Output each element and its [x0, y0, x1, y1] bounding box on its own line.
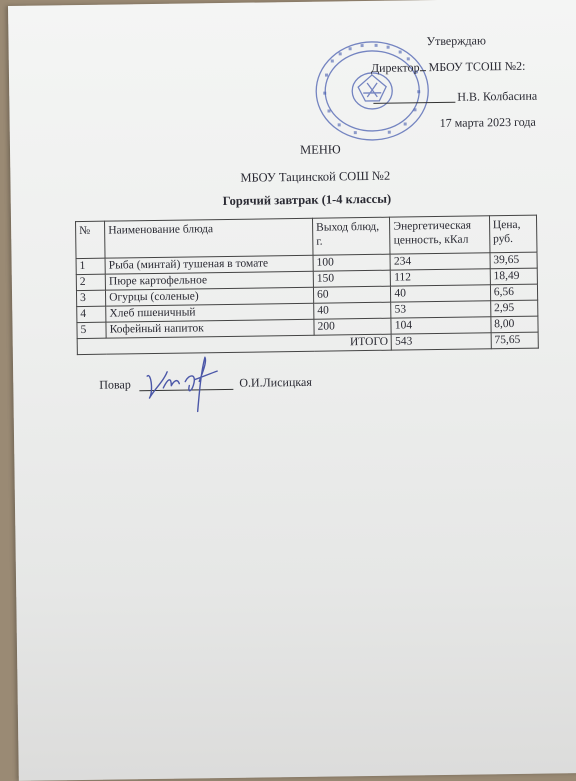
dish-energy: 40	[391, 285, 491, 302]
dish-name: Огурцы (соленые)	[106, 287, 314, 306]
dish-weight: 100	[313, 254, 391, 271]
dish-name: Хлеб пшеничный	[106, 303, 314, 322]
dish-energy: 234	[390, 253, 490, 270]
cook-signature	[141, 351, 222, 422]
dish-name: Пюре картофельное	[105, 271, 313, 290]
approval-date: 17 марта 2023 года	[439, 114, 536, 130]
director-underline	[420, 70, 426, 71]
dish-price: 39,65	[490, 252, 537, 269]
dish-weight: 40	[314, 302, 392, 319]
row-number: 5	[77, 322, 106, 338]
dish-weight: 60	[313, 286, 391, 303]
director-line	[371, 59, 526, 76]
dish-weight: 150	[313, 270, 391, 287]
menu-title: МЕНЮ	[299, 142, 341, 157]
row-number: 3	[76, 290, 105, 306]
menu-table	[75, 215, 539, 355]
dish-price: 18,49	[490, 268, 537, 285]
table-header-row	[76, 215, 537, 258]
column-header-dish: Наименование блюда	[105, 218, 313, 258]
dish-energy: 104	[391, 317, 491, 334]
document-page	[8, 0, 576, 781]
row-number: 4	[77, 306, 106, 322]
dish-name: Рыба (минтай) тушеная в томате	[105, 255, 313, 274]
approval-label: Утверждаю	[426, 33, 486, 49]
total-label: ИТОГО	[77, 334, 392, 354]
column-header-weight: Выход блюд, г.	[313, 217, 391, 255]
dish-name: Кофейный напиток	[106, 319, 314, 338]
column-header-price: Цена, руб.	[489, 215, 537, 253]
cook-label: Повар	[99, 377, 131, 392]
dish-energy: 53	[391, 301, 491, 318]
dish-price: 6,56	[490, 284, 537, 301]
cook-name: О.И.Лисицкая	[239, 374, 312, 390]
school-name: МБОУ Тацинской СОШ №2	[240, 168, 391, 185]
row-number: 2	[76, 274, 105, 290]
official-stamp-seal	[313, 38, 432, 144]
director-org: МБОУ ТСОШ №2:	[428, 58, 526, 75]
director-name: Н.В. Колбасина	[457, 88, 538, 104]
column-header-number: №	[76, 221, 106, 258]
dish-weight: 200	[314, 318, 392, 335]
total-energy: 543	[391, 333, 491, 350]
column-header-energy: Энергетическая ценность, кКал	[390, 216, 490, 254]
row-number: 1	[76, 258, 105, 274]
dish-price: 8,00	[491, 316, 538, 333]
meal-heading: Горячий завтрак (1-4 классы)	[222, 191, 392, 209]
dish-price: 2,95	[490, 300, 537, 317]
dish-energy: 112	[391, 269, 491, 286]
director-prefix: Директор	[370, 60, 420, 75]
total-price: 75,65	[491, 332, 538, 349]
